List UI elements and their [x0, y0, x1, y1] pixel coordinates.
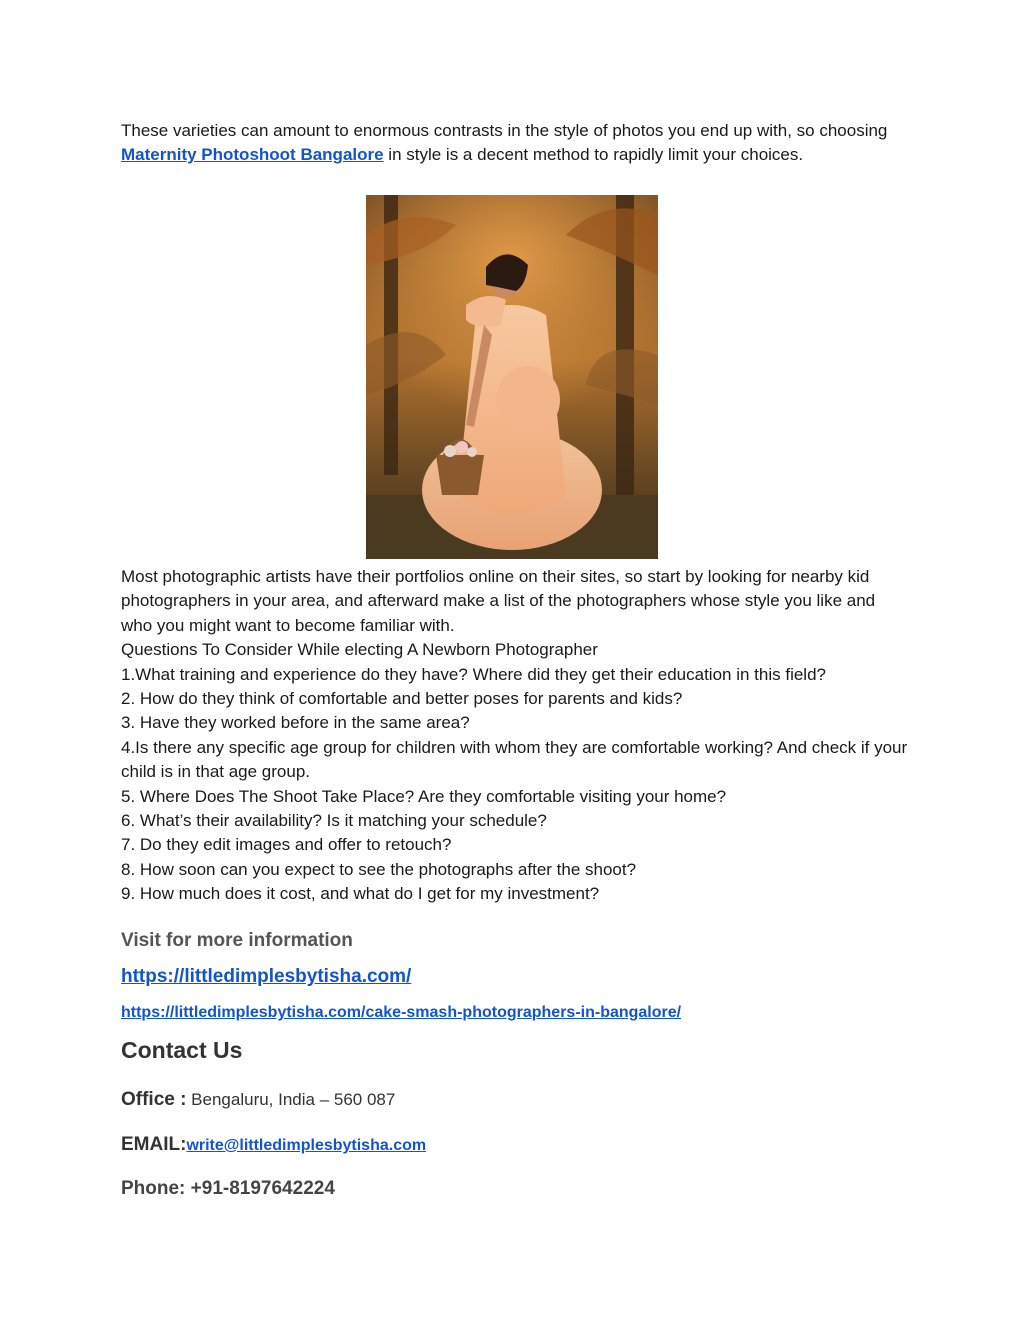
question-item: 9. How much does it cost, and what do I get for my investment? — [121, 884, 600, 904]
phone-label: Phone: — [121, 1178, 186, 1199]
question-item: 4.Is there any specific age group for children with whom they are comfortable working? And check if your child is in that age group. — [121, 737, 908, 782]
intro-paragraph — [121, 119, 911, 168]
email-line — [121, 1134, 426, 1156]
cake-smash-link[interactable]: https://littledimplesbytisha.com/cake-smash-photographers-in-bangalore/ — [121, 1004, 682, 1021]
office-line — [121, 1089, 395, 1111]
contact-heading: Contact Us — [121, 1037, 243, 1063]
phone-line — [121, 1178, 335, 1200]
question-item: 3. Have they worked before in the same area? — [121, 713, 470, 733]
phone-value: +91-8197642224 — [185, 1178, 335, 1199]
email-label: EMAIL: — [121, 1134, 187, 1155]
maternity-photoshoot-link[interactable]: Maternity Photoshoot Bangalore — [121, 145, 384, 165]
visit-heading: Visit for more information — [121, 930, 353, 951]
question-item: 2. How do they think of comfortable and better poses for parents and kids? — [121, 689, 683, 709]
article-body — [121, 565, 911, 907]
intro-text-start: These varieties can amount to enormous contrasts in the style of photos you end up with, so choosing — [121, 121, 888, 140]
questions-heading: Questions To Consider While electing A Newborn Photographer — [121, 640, 598, 660]
maternity-photo — [366, 195, 658, 559]
email-link[interactable]: write@littledimplesbytisha.com — [186, 1137, 427, 1154]
question-item: 5. Where Does The Shoot Take Place? Are they comfortable visiting your home? — [121, 786, 727, 806]
homepage-link[interactable]: https://littledimplesbytisha.com/ — [121, 966, 412, 987]
office-label: Office : — [121, 1089, 187, 1110]
question-item: 7. Do they edit images and offer to retouch? — [121, 835, 452, 855]
question-item: 6. What’s their availability? Is it matching your schedule? — [121, 811, 547, 831]
question-item: 1.What training and experience do they have? Where did they get their education in this field? — [121, 664, 826, 684]
office-value: Bengaluru, India – 560 087 — [186, 1090, 396, 1109]
portfolio-paragraph: Most photographic artists have their portfolios online on their sites, so start by looking for nearby kid photographers in your area, and afterward make a list of the photographers whose style you like and who you might want to become familiar with. — [121, 567, 876, 635]
intro-text-end: in style is a decent method to rapidly limit your choices. — [383, 145, 804, 165]
question-item: 8. How soon can you expect to see the photographs after the shoot? — [121, 859, 637, 879]
